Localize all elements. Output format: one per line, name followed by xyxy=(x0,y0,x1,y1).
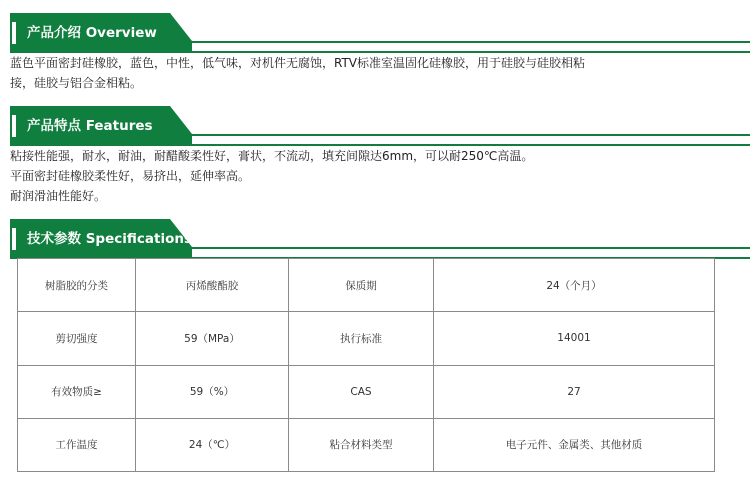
spec-value: 24（个月） xyxy=(434,259,715,312)
spec-label: 执行标准 xyxy=(289,312,434,365)
spec-value: 丙烯酸酯胶 xyxy=(136,259,289,312)
spec-label: CAS xyxy=(289,365,434,418)
overview-text xyxy=(10,53,650,93)
text-line: 蓝色平面密封硅橡胶，蓝色，中性，低气味，对机件无腐蚀，RTV标准室温固化硅橡胶，用于硅胶与硅胶相粘 xyxy=(10,56,586,70)
overview-title: 产品介绍 Overview xyxy=(27,25,157,41)
header-stripe xyxy=(12,228,16,250)
spec-label: 树脂胶的分类 xyxy=(18,259,136,312)
spec-label: 保质期 xyxy=(289,259,434,312)
spec-value: 59（MPa） xyxy=(136,312,289,365)
text-line: 粘接性能强，耐水，耐油，耐醋酸柔性好，膏状，不流动，填充间隙达6mm，可以耐250℃高温。 xyxy=(10,149,534,163)
spec-label: 工作温度 xyxy=(18,418,136,471)
spec-value: 27 xyxy=(434,365,715,418)
header-stripe xyxy=(12,22,16,44)
specs-table xyxy=(17,258,715,472)
spec-label: 粘合材料类型 xyxy=(289,418,434,471)
table-row xyxy=(18,312,715,365)
spec-label: 剪切强度 xyxy=(18,312,136,365)
overview-header xyxy=(10,13,750,53)
spec-value: 14001 xyxy=(434,312,715,365)
header-rule xyxy=(170,134,750,136)
features-header xyxy=(10,106,750,146)
specs-header xyxy=(10,219,750,259)
table-row xyxy=(18,259,715,312)
spec-value: 24（℃） xyxy=(136,418,289,471)
features-title: 产品特点 Features xyxy=(27,118,153,134)
spec-value: 电子元件、金属类、其他材质 xyxy=(434,418,715,471)
specs-title: 技术参数 Specifications xyxy=(27,231,192,247)
header-stripe xyxy=(12,115,16,137)
features-text xyxy=(10,146,650,206)
header-rule xyxy=(170,41,750,43)
table-row xyxy=(18,418,715,471)
table-row xyxy=(18,365,715,418)
text-line: 接，硅胶与铝合金相粘。 xyxy=(10,76,143,90)
spec-value: 59（%） xyxy=(136,365,289,418)
text-line: 平面密封硅橡胶柔性好，易挤出，延伸率高。 xyxy=(10,169,251,183)
header-rule xyxy=(170,247,750,249)
text-line: 耐润滑油性能好。 xyxy=(10,189,107,203)
spec-label: 有效物质≥ xyxy=(18,365,136,418)
